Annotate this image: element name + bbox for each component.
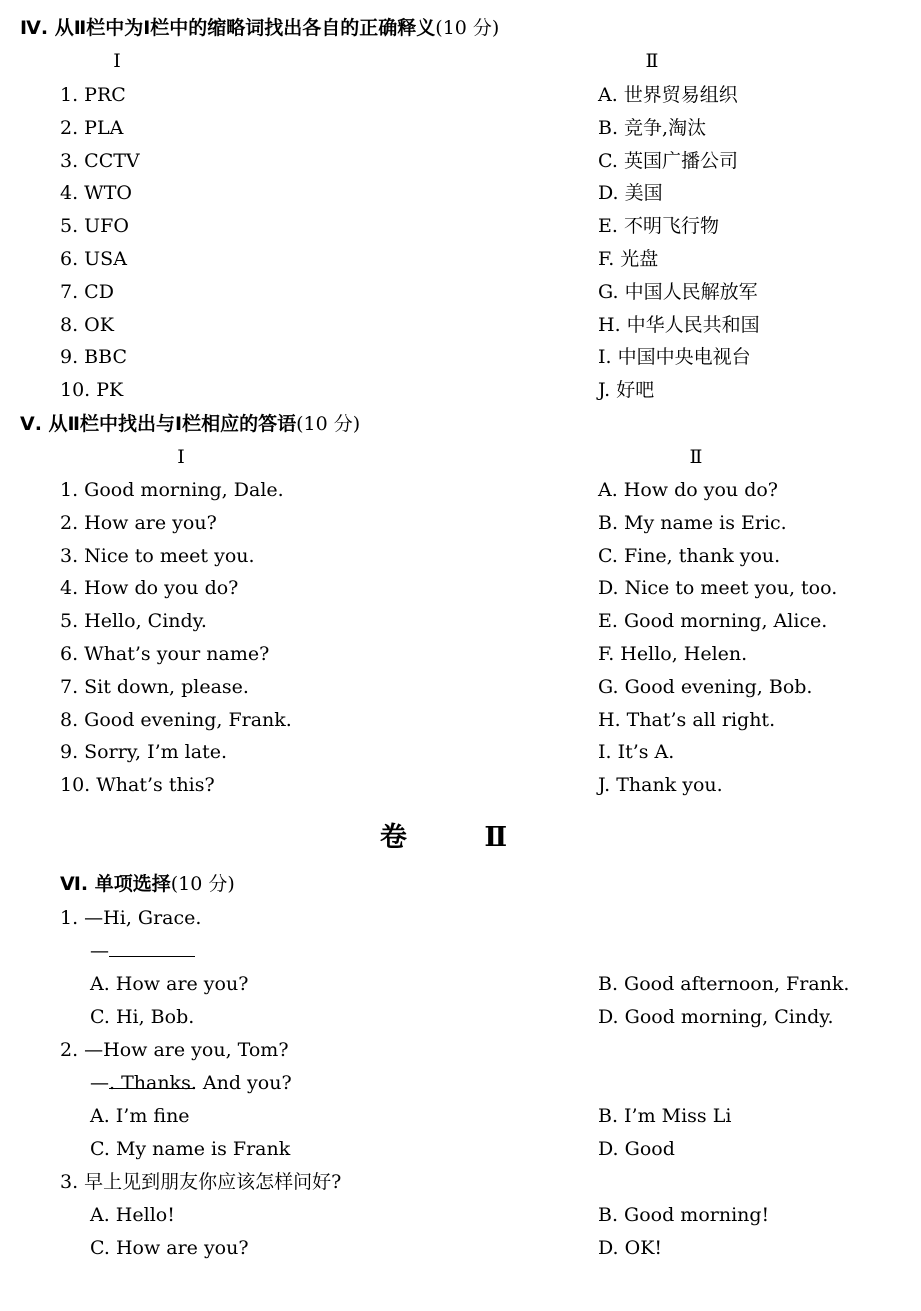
column-1-item: 3. Nice to meet you. <box>60 544 255 567</box>
match-row <box>0 737 921 767</box>
question-1-answer-line <box>0 936 921 966</box>
column-1-item: 3. CCTV <box>60 149 140 172</box>
match-row <box>0 113 921 143</box>
option-a[interactable]: A. Hello! <box>90 1204 175 1226</box>
column-1-item: 7. Sit down, please. <box>60 675 249 698</box>
match-row <box>0 80 921 110</box>
column-2-item: F. Hello, Helen. <box>598 643 748 665</box>
match-row <box>0 508 921 538</box>
match-row <box>0 375 921 405</box>
question-2-answer-line <box>0 1068 921 1098</box>
answer-blank[interactable] <box>109 936 195 957</box>
section-6-title: Ⅵ. 单项选择 <box>60 873 171 895</box>
column-1-item: 6. USA <box>60 248 127 270</box>
column-2-item: B. 竞争,淘汰 <box>598 116 707 139</box>
match-row <box>0 672 921 702</box>
column-1-item: 9. BBC <box>60 346 127 369</box>
column-1-item: 1. Good morning, Dale. <box>60 479 284 501</box>
column-2-item: H. That’s all right. <box>598 708 776 731</box>
match-row <box>0 178 921 208</box>
match-row <box>0 639 921 669</box>
column-2-item: D. 美国 <box>598 182 663 205</box>
question-2-options-cd <box>0 1134 921 1164</box>
section-4-score: (10 分) <box>435 17 500 39</box>
match-row <box>0 770 921 800</box>
column-2-item: E. 不明飞行物 <box>598 215 719 238</box>
option-c[interactable]: C. My name is Frank <box>90 1138 291 1160</box>
column-2-item: J. 好吧 <box>598 379 655 402</box>
question-stem: 1. —Hi, Grace. <box>60 907 202 929</box>
column-1-item: 4. How do you do? <box>60 577 239 600</box>
question-stem: 3. 早上见到朋友你应该怎样问好? <box>60 1171 342 1193</box>
column-2-item: F. 光盘 <box>598 248 659 270</box>
match-row <box>0 211 921 241</box>
section-6-heading <box>0 869 921 899</box>
dash: — <box>90 1072 109 1094</box>
column-2-item: C. Fine, thank you. <box>598 544 781 567</box>
answer-suffix: . Thanks. And you? <box>109 1072 292 1094</box>
column-1-item: 10. PK <box>60 379 124 402</box>
section-4-heading <box>0 13 921 43</box>
question-1-options-cd <box>0 1002 921 1032</box>
match-row <box>0 310 921 340</box>
column-2-item: I. It’s A. <box>598 741 675 764</box>
column-1-item: 2. PLA <box>60 116 124 139</box>
column-1-item: 8. OK <box>60 313 114 336</box>
column-1-item: 5. Hello, Cindy. <box>60 610 207 633</box>
column-2-item: G. 中国人民解放军 <box>598 280 758 303</box>
section-5-heading <box>0 409 921 439</box>
match-row <box>0 342 921 372</box>
column-2-item: B. My name is Eric. <box>598 511 787 534</box>
column-1-item: 4. WTO <box>60 182 132 205</box>
match-row <box>0 606 921 636</box>
section-4-column-headers <box>0 46 921 76</box>
column-1-item: 9. Sorry, I’m late. <box>60 741 228 764</box>
option-c[interactable]: C. How are you? <box>90 1237 249 1259</box>
option-d[interactable]: D. Good <box>598 1138 675 1160</box>
column-1-header: Ⅰ <box>177 446 185 468</box>
section-5-score: (10 分) <box>296 413 361 435</box>
dash: — <box>90 940 109 962</box>
match-row <box>0 244 921 274</box>
column-2-header: Ⅱ <box>689 446 703 468</box>
question-3-options-cd <box>0 1233 921 1263</box>
column-2-item: H. 中华人民共和国 <box>598 313 760 336</box>
option-b[interactable]: B. I’m Miss Li <box>598 1105 732 1127</box>
match-row <box>0 541 921 571</box>
option-d[interactable]: D. Good morning, Cindy. <box>598 1006 834 1028</box>
column-2-item: J. Thank you. <box>598 774 723 797</box>
match-row <box>0 475 921 505</box>
question-2-options-ab <box>0 1101 921 1131</box>
column-1-item: 5. UFO <box>60 215 129 238</box>
column-2-item: I. 中国中央电视台 <box>598 346 751 369</box>
column-1-item: 6. What’s your name? <box>60 643 270 665</box>
option-a[interactable]: A. How are you? <box>90 973 249 995</box>
column-1-header: Ⅰ <box>113 50 121 72</box>
match-row <box>0 146 921 176</box>
question-3-options-ab <box>0 1200 921 1230</box>
option-c[interactable]: C. Hi, Bob. <box>90 1006 195 1028</box>
column-1-item: 10. What’s this? <box>60 774 215 797</box>
column-2-header: Ⅱ <box>645 50 659 72</box>
question-2 <box>0 1035 921 1065</box>
option-a[interactable]: A. I’m fine <box>90 1105 190 1127</box>
section-6-score: (10 分) <box>170 873 235 895</box>
question-3 <box>0 1167 921 1197</box>
paper-2-title: 卷 Ⅱ <box>379 822 542 853</box>
option-d[interactable]: D. OK! <box>598 1237 663 1259</box>
section-4-title: Ⅳ. 从Ⅱ栏中为Ⅰ栏中的缩略词找出各自的正确释义 <box>20 17 436 39</box>
answer-blank[interactable] <box>109 1068 195 1089</box>
column-2-item: A. 世界贸易组织 <box>598 84 738 106</box>
question-stem: 2. —How are you, Tom? <box>60 1039 289 1061</box>
column-1-item: 7. CD <box>60 280 114 303</box>
question-1-options-ab <box>0 969 921 999</box>
question-1 <box>0 903 921 933</box>
column-2-item: A. How do you do? <box>598 479 778 501</box>
column-1-item: 2. How are you? <box>60 511 217 534</box>
match-row <box>0 573 921 603</box>
column-1-item: 8. Good evening, Frank. <box>60 708 292 731</box>
match-row <box>0 705 921 735</box>
section-5-title: Ⅴ. 从Ⅱ栏中找出与Ⅰ栏相应的答语 <box>20 413 297 435</box>
option-b[interactable]: B. Good afternoon, Frank. <box>598 973 850 995</box>
option-b[interactable]: B. Good morning! <box>598 1204 770 1226</box>
section-5-column-headers <box>0 442 921 472</box>
match-row <box>0 277 921 307</box>
column-2-item: D. Nice to meet you, too. <box>598 577 838 600</box>
column-2-item: C. 英国广播公司 <box>598 149 738 172</box>
column-1-item: 1. PRC <box>60 84 126 106</box>
column-2-item: E. Good morning, Alice. <box>598 610 828 633</box>
column-2-item: G. Good evening, Bob. <box>598 675 813 698</box>
